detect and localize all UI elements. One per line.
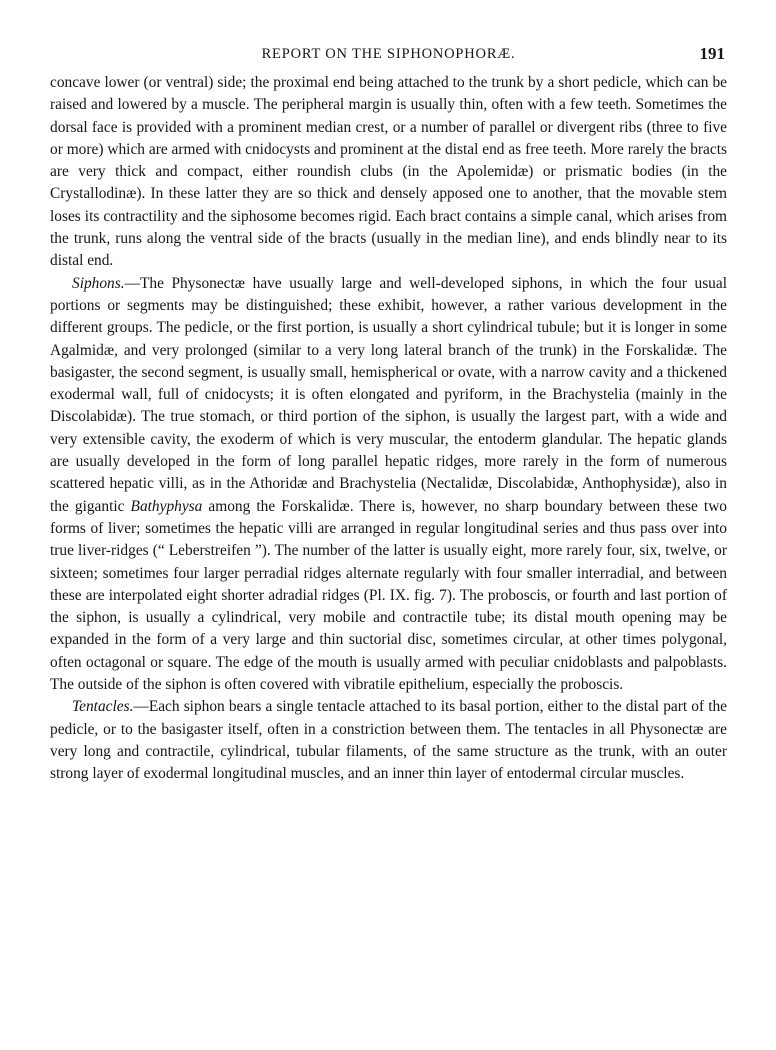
paragraph-tentacles	[50, 696, 727, 785]
running-title: REPORT ON THE SIPHONOPHORÆ.	[261, 46, 516, 62]
section-heading-siphons: Siphons.	[72, 274, 125, 292]
page-number: 191	[699, 44, 725, 63]
section-heading-tentacles: Tentacles.	[72, 698, 134, 716]
paragraph-text: among the Forskalidæ. There is, however, no sharp boundary between these two forms of liver; sometimes the hepatic villi are arranged in regular longitudinal series and thus pass over into true liver-ridges (“ Leberstreifen ”). The number of the latter is usually eight, more rarely four, six, twelve, or sixteen; sometimes four larger perradial ridges alternate regularly with four smaller interradial, and between these are interpolated eight shorter adradial ridges (Pl. IX. fig. 7). The proboscis, or fourth and last portion of the siphon, is usually a cylindrical, very mobile and contractile tube; its distal mouth opening may be expanded in the form of a very large and thin suctorial disc, sometimes circular, at other times polygonal, often octagonal or square. The edge of the mouth is usually armed with peculiar cnidoblasts and palpoblasts. The outside of the siphon is often covered with vibratile epithelium, especially the proboscis.	[50, 497, 728, 694]
document-page	[50, 44, 727, 786]
page-header	[50, 44, 727, 72]
paragraph-text: —Each siphon bears a single tentacle attached to its basal portion, either to the distal part of the pedicle, or to the basigaster itself, often in a constriction between them. The tentacles in all Physonectæ are very long and contractile, cylindrical, tubular filaments, of the same structure as the trunk, with an outer strong layer of exodermal longitudinal muscles, and an inner thin layer of entodermal circular muscles.	[50, 698, 727, 783]
genus-name: Bathyphysa	[130, 497, 203, 515]
paragraph-text: concave lower (or ventral) side; the proximal end being attached to the trunk by a short pedicle, which can be raised and lowered by a muscle. The peripheral margin is usually thin, often with a few teeth. Sometimes the dorsal face is provided with a prominent median crest, or a number of parallel or divergent ribs (three to five or more) which are armed with cnidocysts and prominent at the distal end as free teeth. More rarely the bracts are very thick and compact, either roundish clubs (in the Apolemidæ) or prismatic bodies (in the Crystallodinæ). In these latter they are so thick and densely apposed one to another, that the movable stem loses its contractility and the siphosome becomes rigid. Each bract contains a simple canal, which arises from the trunk, runs along the ventral side of the bracts (usually in the median line), and ends blindly near to its distal end.	[50, 74, 727, 270]
body-text	[50, 72, 727, 786]
paragraph-bracts-continued	[50, 72, 727, 273]
paragraph-text: —The Physonectæ have usually large and well-developed siphons, in which the four usual portions or segments may be distinguished; these exhibit, however, a rather various development in the different groups. The pedicle, or the first portion, is usually a short cylindrical tubule; but it is longer in some Agalmidæ, and very prolonged (similar to a very long lateral branch of the trunk) in the Forskalidæ. The basigaster, the second segment, is usually small, hemispherical or ovate, with a narrow cavity and a thickened exodermal wall, full of cnidocysts; it is often elongated and pyriform, in the Brachystelia (mainly in the Discolabidæ). The true stomach, or third portion of the siphon, is usually the largest part, with a wide and very extensible cavity, the exoderm of which is very muscular, the entoderm glandular. The hepatic glands are usually developed in the form of long parallel hepatic ridges, more rarely in the form of numerous scattered hepatic villi, as in the Athoridæ and Brachystelia (Nectalidæ, Discolabidæ, Anthophysidæ), also in the gigantic	[50, 274, 727, 515]
paragraph-siphons	[50, 273, 727, 697]
